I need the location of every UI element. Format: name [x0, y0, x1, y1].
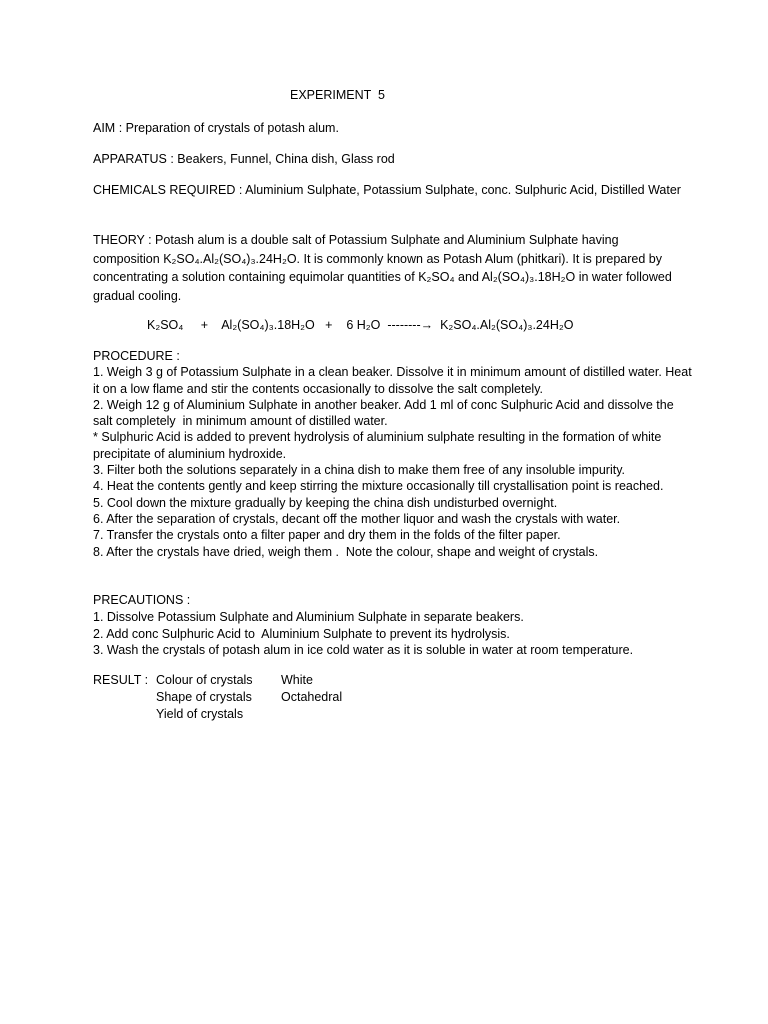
aim-line: AIM : Preparation of crystals of potash alum. — [93, 121, 339, 135]
result-row — [93, 689, 493, 706]
procedure-step: 2. Weigh 12 g of Aluminium Sulphate in another beaker. Add 1 ml of conc Sulphuric Acid and dissolve the salt completely in minimum amount of distilled water. — [93, 397, 678, 429]
result-value: Octahedral — [281, 689, 343, 704]
precautions-heading: PRECAUTIONS : — [93, 593, 191, 607]
procedure-heading: PROCEDURE : — [93, 349, 180, 363]
precaution-item: 1. Dissolve Potassium Sulphate and Aluminium Sulphate in separate beakers. — [93, 609, 524, 624]
result-row — [93, 672, 493, 689]
result-value: White — [281, 673, 313, 687]
experiment-title: EXPERIMENT 5 — [290, 88, 385, 102]
procedure-step: 3. Filter both the solutions separately in a china dish to make them free of any insoluble impurity. — [93, 463, 625, 478]
procedure-step: 5. Cool down the mixture gradually by keeping the china dish undisturbed overnight. — [93, 495, 558, 510]
theory-formula-aluminium-sulphate: Al₂(SO₄)₃.18H₂O — [481, 270, 576, 284]
result-key: Shape of crystals — [156, 689, 252, 704]
procedure-note: * Sulphuric Acid is added to prevent hydrolysis of aluminium sulphate resulting in the formation of white precipitate of aluminium hydroxide. — [93, 430, 665, 461]
result-key: Colour of crystals — [156, 673, 253, 687]
precaution-item: 2. Add conc Sulphuric Acid to Aluminium Sulphate to prevent its hydrolysis. — [93, 626, 510, 641]
theory-paragraph — [93, 231, 683, 305]
theory-text-3: and — [454, 270, 482, 284]
procedure-step: 8. After the crystals have dried, weigh them . Note the colour, shape and weight of crystals. — [93, 544, 599, 559]
theory-formula-potassium-sulphate: K₂SO₄ — [418, 270, 455, 284]
result-section — [93, 672, 493, 722]
result-key: Yield of crystals — [156, 706, 244, 721]
procedure-step: 1. Weigh 3 g of Potassium Sulphate in a clean beaker. Dissolve it in minimum amount of distilled water. Heat it on a low flame and stir the contents occasionally to dissolve the salt completely. — [93, 365, 696, 396]
theory-text-2: . It is commonly known as Potash Alum (phitkari). It is prepared by concentrating a solution containing equimolar quantities of — [93, 251, 662, 284]
precaution-item: 3. Wash the crystals of potash alum in ice cold water as it is soluble in water at room temperature. — [93, 643, 634, 658]
theory-formula-alum: K₂SO₄.Al₂(SO₄)₃.24H₂O — [163, 251, 297, 266]
chemicals-paragraph: CHEMICALS REQUIRED : Aluminium Sulphate, Potassium Sulphate, conc. Sulphuric Acid, Distilled Water — [93, 183, 681, 197]
theory-text-1: THEORY : Potash alum is a double salt of Potassium Sulphate and Aluminium Sulphate having composition — [93, 233, 619, 266]
procedure-step: 6. After the separation of crystals, decant off the mother liquor and wash the crystals with water. — [93, 511, 621, 526]
result-label: RESULT : — [93, 673, 149, 687]
theory-text-4: in water followed gradual cooling. — [93, 270, 672, 303]
procedure-step: 7. Transfer the crystals onto a filter paper and dry them in the folds of the filter paper. — [93, 528, 561, 543]
procedure-step: 4. Heat the contents gently and keep stirring the mixture occasionally till crystallisation point is reached. — [93, 479, 664, 494]
apparatus-line: APPARATUS : Beakers, Funnel, China dish, Glass rod — [93, 152, 395, 166]
result-row — [93, 706, 493, 723]
chemical-equation: K₂SO₄ + Al₂(SO₄)₃.18H₂O + 6 H₂O --------→ K₂SO₄.Al₂(SO₄)₃.24H₂O — [147, 318, 574, 332]
precautions-section — [93, 592, 693, 659]
procedure-section — [93, 348, 696, 560]
